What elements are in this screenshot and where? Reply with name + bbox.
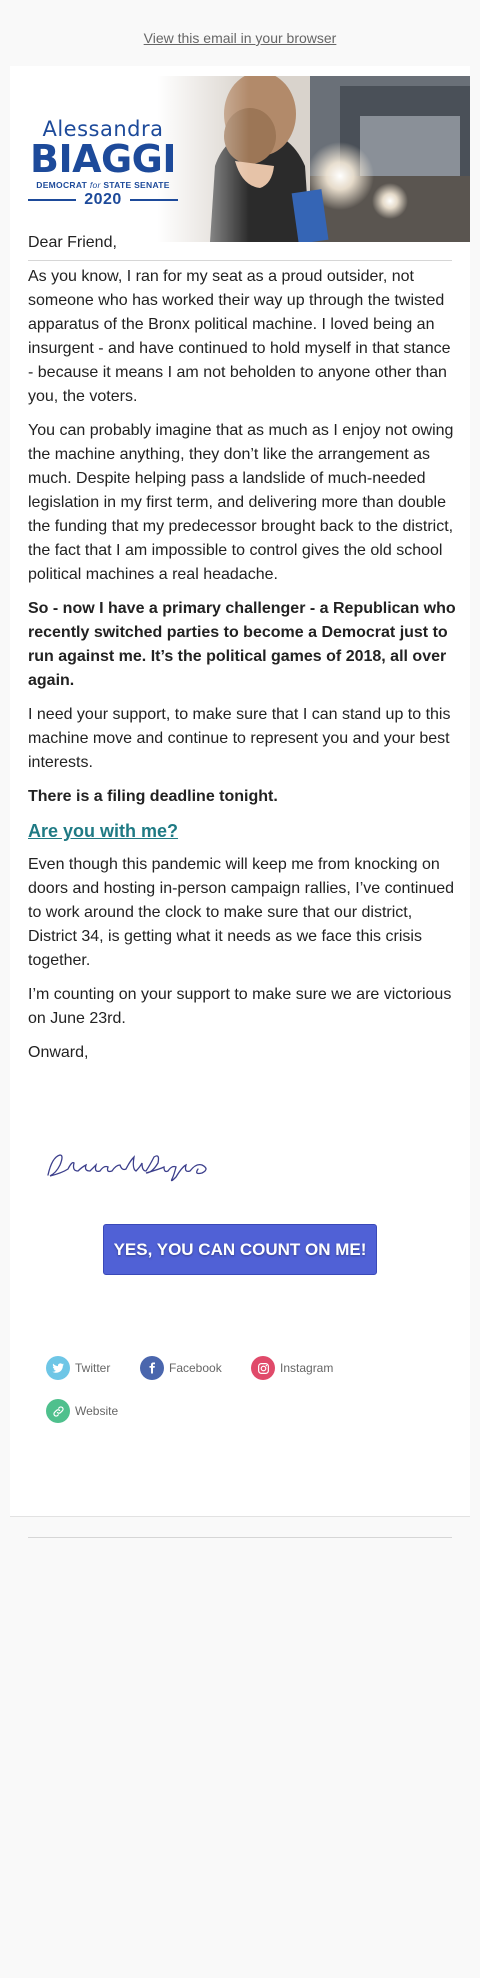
twitter-icon xyxy=(46,1356,70,1380)
footer-divider xyxy=(28,1537,452,1538)
paragraph-6: Even though this pandemic will keep me from knocking on doors and hosting in-person campaign rallies, I’ve continued to work around the clock to make sure that our district, District 34, is getting what it needs as we face this crisis together. xyxy=(28,856,455,969)
are-you-with-me-link[interactable]: Are you with me? xyxy=(28,821,179,841)
facebook-icon xyxy=(140,1356,164,1380)
website-label: Website xyxy=(75,1404,119,1418)
link-icon xyxy=(46,1399,70,1423)
logo-tagline-right: STATE SENATE xyxy=(103,180,170,190)
social-twitter[interactable] xyxy=(46,1356,110,1380)
logo-last-name: BIAGGI xyxy=(29,137,177,181)
view-in-browser-link[interactable]: View this email in your browser xyxy=(143,30,337,46)
email-body xyxy=(28,231,458,1075)
paragraph-5: There is a filing deadline tonight. xyxy=(28,788,278,805)
logo-rule-left xyxy=(28,199,76,201)
campaign-logo xyxy=(28,118,178,209)
paragraph-1: As you know, I ran for my seat as a proud outsider, not someone who has worked their way up through the twisted apparatus of the Bronx political machine. I loved being an insurgent - and have continued to hold myself in that stance - because it means I am not beholden to anyone other than you, the voters. xyxy=(28,268,451,405)
logo-rule-right xyxy=(130,199,178,201)
logo-year-row xyxy=(28,191,178,209)
browser-link-bar xyxy=(0,0,480,66)
social-website[interactable] xyxy=(46,1399,118,1423)
twitter-label: Twitter xyxy=(75,1361,111,1375)
paragraph-3: So - now I have a primary challenger - a Republican who recently switched parties to become a Democrat just to run against me. It’s the political games of 2018, all over again. xyxy=(28,600,456,689)
facebook-label: Facebook xyxy=(169,1361,222,1375)
signature-image xyxy=(42,1143,232,1187)
logo-year: 2020 xyxy=(84,191,122,208)
logo-tagline-for: for xyxy=(89,180,101,190)
signoff: Onward, xyxy=(28,1044,89,1061)
instagram-icon xyxy=(251,1356,275,1380)
logo-first-name: Alessandra xyxy=(42,117,164,141)
count-on-me-button[interactable]: YES, YOU CAN COUNT ON ME! xyxy=(103,1224,377,1275)
paragraph-2: You can probably imagine that as much as I enjoy not owing the machine anything, they don’t like the arrangement as much. Despite helping pass a landslide of much-needed legislation in my first term, and delivering more than double the funding that my predecessor brought back to the district, the fact that I am impossible to control gives the old school political machines a real headache. xyxy=(28,422,454,583)
hero-banner xyxy=(10,76,470,242)
card-bottom-edge xyxy=(10,1516,470,1517)
logo-tagline xyxy=(28,180,178,190)
paragraph-4: I need your support, to make sure that I can stand up to this machine move and continue to represent you and your best interests. xyxy=(28,706,451,771)
paragraph-7: I’m counting on your support to make sure we are victorious on June 23rd. xyxy=(28,986,452,1027)
instagram-label: Instagram xyxy=(280,1361,334,1375)
social-facebook[interactable] xyxy=(140,1356,222,1380)
greeting: Dear Friend, xyxy=(28,234,117,251)
logo-tagline-left: DEMOCRAT xyxy=(36,180,88,190)
social-instagram[interactable] xyxy=(251,1356,333,1380)
